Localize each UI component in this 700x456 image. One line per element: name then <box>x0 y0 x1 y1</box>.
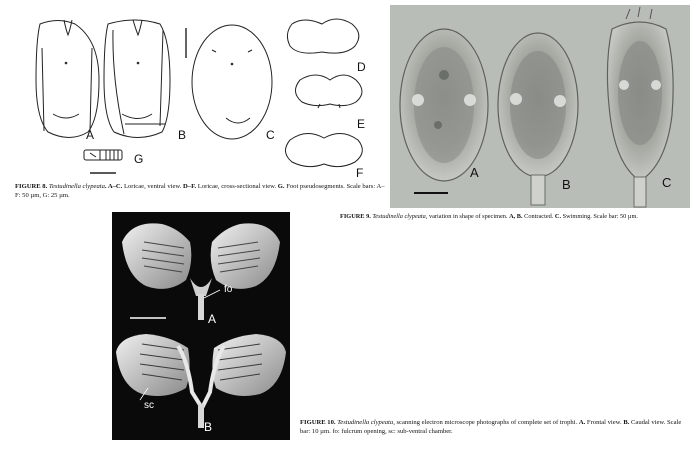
fig9-caption-text2: Contracted. <box>522 213 555 220</box>
fig10-annotation-sc: sc <box>144 400 154 411</box>
figure9-caption <box>340 212 698 221</box>
fig10-label-a: A <box>208 312 217 326</box>
figure10-trophi <box>112 212 290 440</box>
lorica-c-drawing <box>192 25 272 139</box>
figure8-caption <box>15 182 385 200</box>
figure10-caption <box>300 418 690 436</box>
fig9-label-b: B <box>562 177 571 192</box>
fig8-caption-g: G. <box>277 183 285 190</box>
fig10-label-b: B <box>204 420 213 434</box>
fig9-caption-text1: , variation in shape of specimen. <box>425 213 510 220</box>
fig8-caption-text3: Foot pseudosegments. Scale bars: A–F: 50 µm, G: 25 µm. <box>15 183 385 199</box>
fig8-caption-species: Testudinella clypeata <box>48 183 105 190</box>
lorica-a-drawing <box>36 20 99 138</box>
trophi-caudal <box>116 334 286 428</box>
fig9-label-c: C <box>662 175 672 190</box>
trophi-frontal <box>122 223 280 320</box>
fig8-label-b: B <box>178 128 187 142</box>
fig8-caption-part1: . A–C. <box>104 183 123 190</box>
fig10-caption-b: B. <box>623 419 630 426</box>
fig9-caption-text3: Swimming. Scale bar: 50 µm. <box>561 213 638 220</box>
cross-section-f <box>285 133 362 166</box>
lorica-b-drawing <box>104 20 170 138</box>
fig8-label-g: G <box>134 152 144 166</box>
fig9-caption-number: FIGURE 9. <box>340 213 371 220</box>
figure9-photo <box>390 5 690 208</box>
fig9-label-a: A <box>470 165 479 180</box>
figure8-drawings <box>0 0 390 185</box>
cross-section-e <box>295 75 362 106</box>
fig8-label-c: C <box>266 128 275 142</box>
fig10-caption-text1: , scanning electron microscope photographs of complete set of trophi. <box>393 419 579 426</box>
figure10-sem-photo <box>112 212 290 440</box>
cross-section-d <box>287 19 358 53</box>
fig10-annotation-fo: fo <box>224 284 233 295</box>
fig8-label-f: F <box>356 166 364 180</box>
fig10-caption-a: A. <box>578 419 586 426</box>
fig8-label-d: D <box>357 60 366 74</box>
figure9-specimens <box>390 5 690 208</box>
fig8-label-a: A <box>86 128 95 142</box>
fig8-caption-df: D–F. <box>183 183 197 190</box>
fig8-caption-text2: Loricae, cross-sectional view. <box>196 183 278 190</box>
fig8-caption-text1: Loricae, ventral view. <box>122 183 184 190</box>
fig10-caption-number: FIGURE 10. <box>300 419 336 426</box>
fig9-caption-c: C. <box>554 213 562 220</box>
fig10-caption-text3: Caudal view. Scale bar: 10 µm. fo: fulcrum opening, sc: sub-ventral chamber. <box>300 419 682 435</box>
fig9-caption-ab: A, B. <box>509 213 523 220</box>
foot-pseudosegments-drawing <box>84 150 122 173</box>
fig10-caption-species: Testudinella clypeata <box>337 419 394 426</box>
fig9-caption-species: Testudinella clypeata <box>372 213 426 220</box>
fig10-caption-text2: Frontal view. <box>585 419 624 426</box>
fig8-label-e: E <box>357 117 366 131</box>
fig8-caption-number: FIGURE 8. <box>15 183 48 190</box>
